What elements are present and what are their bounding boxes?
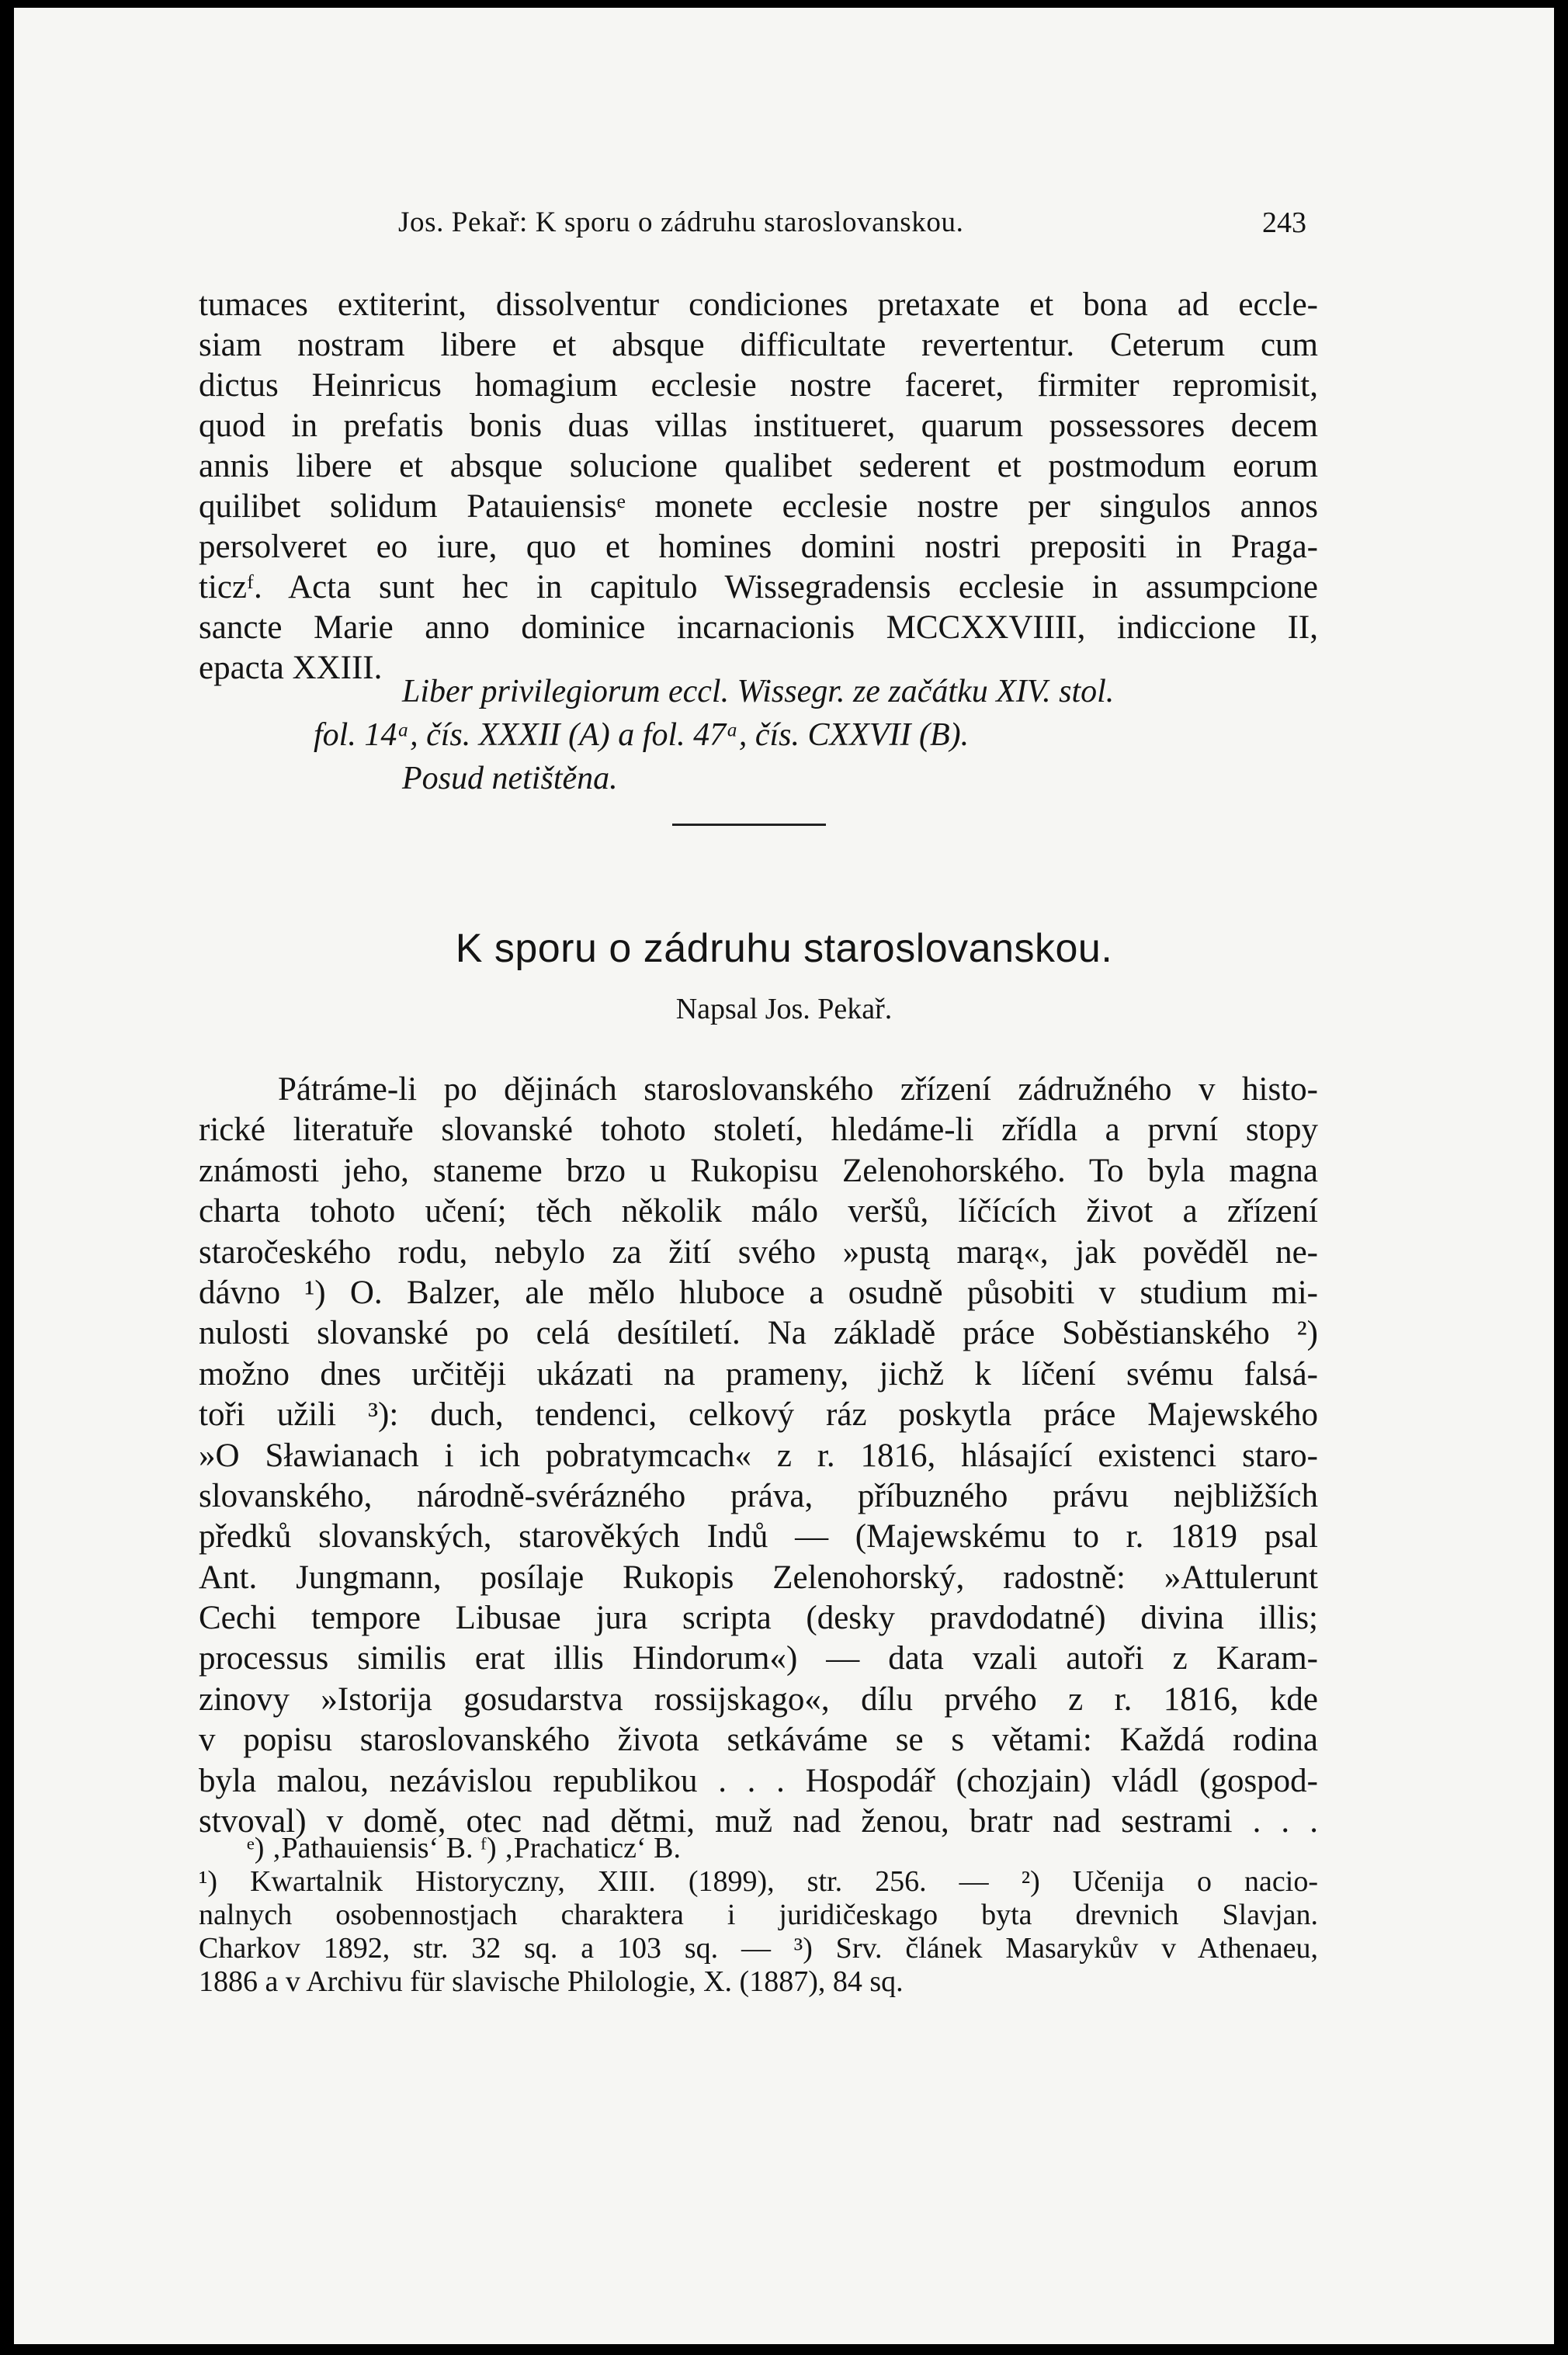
citation-line: fol. 14ᵃ, čís. XXXII (A) a fol. 47ᵃ, čís. CXXVII (B). [314, 717, 970, 753]
text-line: Ant. Jungmann, posílaje Rukopis Zelenohorský, radostně: »Attulerunt [199, 1559, 1318, 1596]
charter-text [199, 285, 1318, 688]
text-line: nulosti slovanské po celá desítiletí. Na základě práce Soběstianského ²) [199, 1315, 1318, 1352]
text-line: siam nostram libere et absque difficultate revertentur. Ceterum cum [199, 327, 1318, 363]
footnote-line: nalnych osobennostjach charaktera i juridičeskago byta drevnich Slavjan. [199, 1899, 1318, 1931]
article-body [199, 1070, 1318, 1842]
footnotes [199, 1832, 1318, 1999]
source-citation [199, 670, 1318, 800]
text-line: epacta XXIII. [199, 650, 383, 686]
section-divider [672, 824, 826, 826]
text-line: annis libere et absque solucione qualibet sederent et postmodum eorum [199, 448, 1318, 484]
text-line: quilibet solidum Patauiensisᵉ monete ecclesie nostre per singulos annos [199, 488, 1318, 525]
text-line: stvoval) v domě, otec nad dětmi, muž nad ženou, bratr nad sestrami . . . [199, 1803, 1318, 1840]
text-line: processus similis erat illis Hindorum«) — data vzali autoři z Karam- [199, 1640, 1318, 1677]
text-line: toři užili ³): duch, tendenci, celkový ráz poskytla práce Majewského [199, 1396, 1318, 1434]
running-header: Jos. Pekař: K sporu o zádruhu staroslovanskou. [398, 206, 964, 238]
text-line: předků slovanských, starověkých Indů — (Majewskému to r. 1819 psal [199, 1518, 1318, 1556]
book-page [14, 8, 1554, 2344]
text-line: staročeského rodu, nebylo za žití svého »pustą marą«, jak pověděl ne- [199, 1233, 1318, 1271]
text-line: rické literatuře slovanské tohoto století, hledáme-li zřídla a první stopy [199, 1112, 1318, 1149]
page-number: 243 [1262, 206, 1306, 239]
text-line: »O Sławianach i ich pobratymcach« z r. 1816, hlásající existenci staro- [199, 1437, 1318, 1474]
text-line: zinovy »Istorija gosudarstva rossijskago«, dílu prvého z r. 1816, kde [199, 1680, 1318, 1718]
text-line: Pátráme-li po dějinách staroslovanského zřízení zádružného v histo- [278, 1071, 1318, 1108]
footnote-variants: ᵉ) ‚Pathauiensis‘ B. ᶠ) ‚Prachaticz‘ B. [247, 1832, 681, 1864]
footnote-line: ¹) Kwartalnik Historyczny, XIII. (1899), str. 256. — ²) Učenija o nacio- [199, 1865, 1318, 1898]
text-line: možno dnes určitěji ukázati na prameny, jichž k líčení svému falsá- [199, 1355, 1318, 1393]
text-line: slovanského, národně-svérázného práva, příbuzného právu nejbližších [199, 1477, 1318, 1514]
text-line: dictus Heinricus homagium ecclesie nostre faceret, firmiter repromisit, [199, 367, 1318, 404]
text-line: dávno ¹) O. Balzer, ale mělo hluboce a osudně působiti v studium mi- [199, 1274, 1318, 1311]
text-line: quod in prefatis bonis duas villas institueret, quarum possessores decem [199, 408, 1318, 444]
text-line: tumaces extiterint, dissolventur condiciones pretaxate et bona ad eccle- [199, 286, 1318, 323]
text-line: Cechi tempore Libusae jura scripta (desky pravdodatné) divina illis; [199, 1600, 1318, 1637]
text-line: v popisu staroslovanského života setkáváme se s větami: Každá rodina [199, 1722, 1318, 1759]
footnote-line: Charkov 1892, str. 32 sq. a 103 sq. — ³) Srv. článek Masarykův v Athenaeu, [199, 1932, 1318, 1965]
text-line: persolveret eo iure, quo et homines domini nostri prepositi in Praga- [199, 529, 1318, 565]
article-byline: Napsal Jos. Pekař. [675, 993, 893, 1025]
text-line: charta tohoto učení; těch několik málo veršů, líčících život a zřízení [199, 1193, 1318, 1230]
text-line: známosti jeho, staneme brzo u Rukopisu Zelenohorského. To byla magna [199, 1152, 1318, 1189]
article-title: K sporu o zádruhu staroslovanskou. [455, 926, 1113, 971]
text-line: ticzᶠ. Acta sunt hec in capitulo Wissegradensis ecclesie in assumpcione [199, 569, 1318, 605]
citation-line: Liber privilegiorum eccl. Wissegr. ze začátku XIV. stol. [402, 674, 1115, 709]
citation-line: Posud netištěna. [402, 761, 618, 796]
text-line: byla malou, nezávislou republikou . . . Hospodář (chozjain) vládl (gospod- [199, 1762, 1318, 1799]
text-line: sancte Marie anno dominice incarnacionis MCCXXVIIII, indiccione II, [199, 609, 1318, 646]
footnote-line: 1886 a v Archivu für slavische Philologie, X. (1887), 84 sq. [199, 1965, 904, 1998]
